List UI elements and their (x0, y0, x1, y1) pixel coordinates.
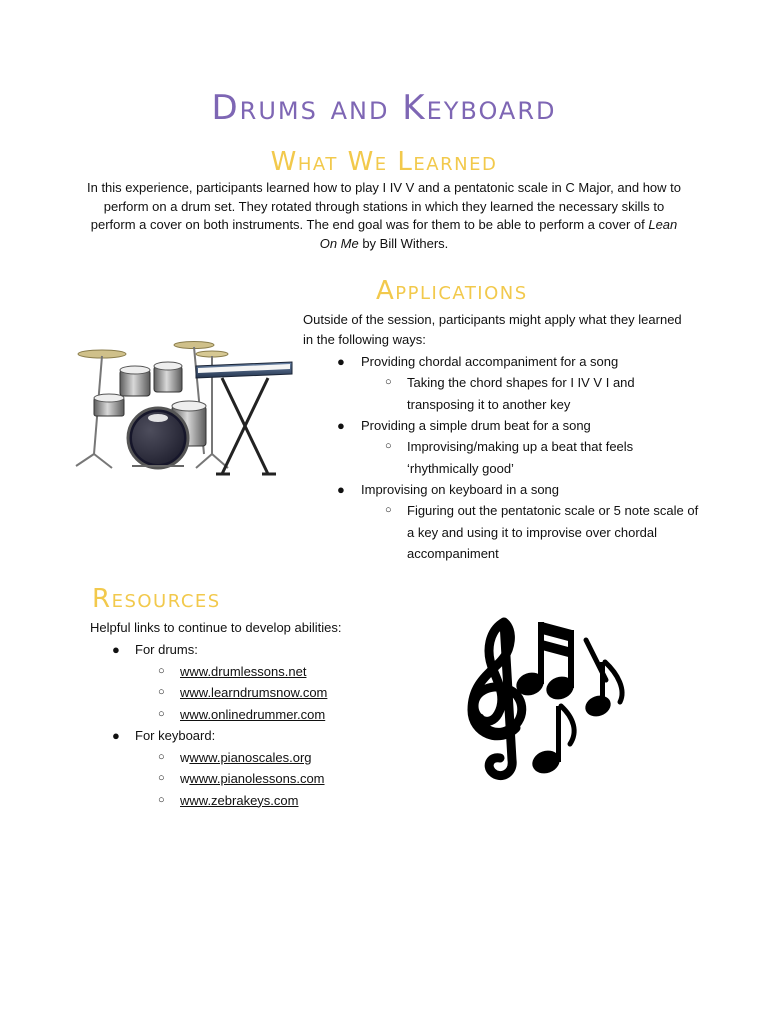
zebrakeys-link[interactable]: www.zebrakeys.com (180, 792, 299, 808)
bullet-icon: ● (337, 482, 345, 497)
list-item (303, 415, 703, 479)
drum-kit-keyboard-image (72, 334, 294, 482)
sub-list-item-label: Figuring out the pentatonic scale or 5 note scale of a key and using it to improvise over chordal accompaniment (407, 503, 699, 561)
resource-link-item (135, 768, 410, 790)
resources-list (90, 639, 410, 811)
learned-paragraph (84, 179, 684, 253)
sub-bullet-icon: ○ (385, 376, 392, 388)
resources-heading: Resources (92, 584, 221, 614)
music-notes-image (460, 610, 636, 790)
song-title: Lean On Me (319, 217, 678, 251)
bullet-icon: ● (112, 728, 120, 743)
resource-group-keyboard (90, 725, 410, 811)
sub-list-item (361, 372, 703, 415)
applications-list (303, 351, 703, 565)
sub-list-item (361, 500, 703, 565)
resources-lead: Helpful links to continue to develop abilities: (90, 620, 342, 635)
list-item-label: Providing chordal accompaniment for a song (361, 354, 619, 369)
onlinedrummer-link[interactable]: www.onlinedrummer.com (180, 706, 326, 722)
resource-link-item (135, 661, 410, 683)
learned-text-before: In this experience, participants learned how to play I IV V and a pentatonic scale in C Major, and how to perform on a drum set. They rotated through stations in which they learned the necessary skills to perform a cover on both instruments. The end goal was for them to be able to perform a cover of (86, 180, 681, 232)
bullet-icon: ● (337, 418, 345, 433)
list-item-label: Improvising on keyboard in a song (361, 482, 560, 497)
resource-link-item (135, 790, 410, 812)
resource-link-item (135, 682, 410, 704)
sub-bullet-icon: ○ (158, 664, 165, 677)
sub-bullet-icon: ○ (158, 772, 165, 784)
pianolessons-link[interactable]: www.pianolessons.com (189, 771, 325, 786)
applications-lead: Outside of the session, participants might apply what they learned in the following ways: (303, 312, 682, 347)
resource-link-item (135, 747, 410, 769)
link-prefix: w (180, 749, 190, 765)
list-item-label: Providing a simple drum beat for a song (361, 418, 591, 433)
what-we-learned-heading: What We Learned (270, 147, 498, 177)
resource-group-label: For drums: (135, 642, 198, 657)
sub-bullet-icon: ○ (385, 440, 392, 452)
sub-bullet-icon: ○ (158, 686, 165, 698)
drumlessons-link[interactable]: www.drumlessons.net (180, 663, 307, 679)
sub-list-item (361, 436, 703, 479)
sub-list-item-label: Improvising/making up a beat that feels ‘rhythmically good’ (407, 439, 634, 476)
list-item (303, 479, 703, 565)
bullet-icon: ● (112, 642, 120, 657)
sub-bullet-icon: ○ (158, 750, 165, 763)
page-title: Drums and Keyboard (211, 88, 557, 128)
learndrumsnow-link[interactable]: www.learndrumsnow.com (180, 685, 328, 700)
applications-heading: Applications (376, 276, 528, 306)
sub-bullet-icon: ○ (158, 793, 165, 806)
list-item (303, 351, 703, 415)
sub-bullet-icon: ○ (158, 707, 165, 720)
treble-clef-icon (472, 622, 522, 776)
resource-link-item (135, 704, 410, 726)
resource-group-label: For keyboard: (135, 728, 216, 743)
link-prefix: w (180, 771, 190, 786)
learned-text-after: by Bill Withers. (358, 235, 449, 251)
pianoscales-link[interactable]: www.pianoscales.org (189, 749, 312, 765)
sub-bullet-icon: ○ (385, 504, 392, 516)
bullet-icon: ● (337, 354, 345, 369)
resource-group-drums (90, 639, 410, 725)
sub-list-item-label: Taking the chord shapes for I IV V I and transposing it to another key (407, 375, 635, 412)
